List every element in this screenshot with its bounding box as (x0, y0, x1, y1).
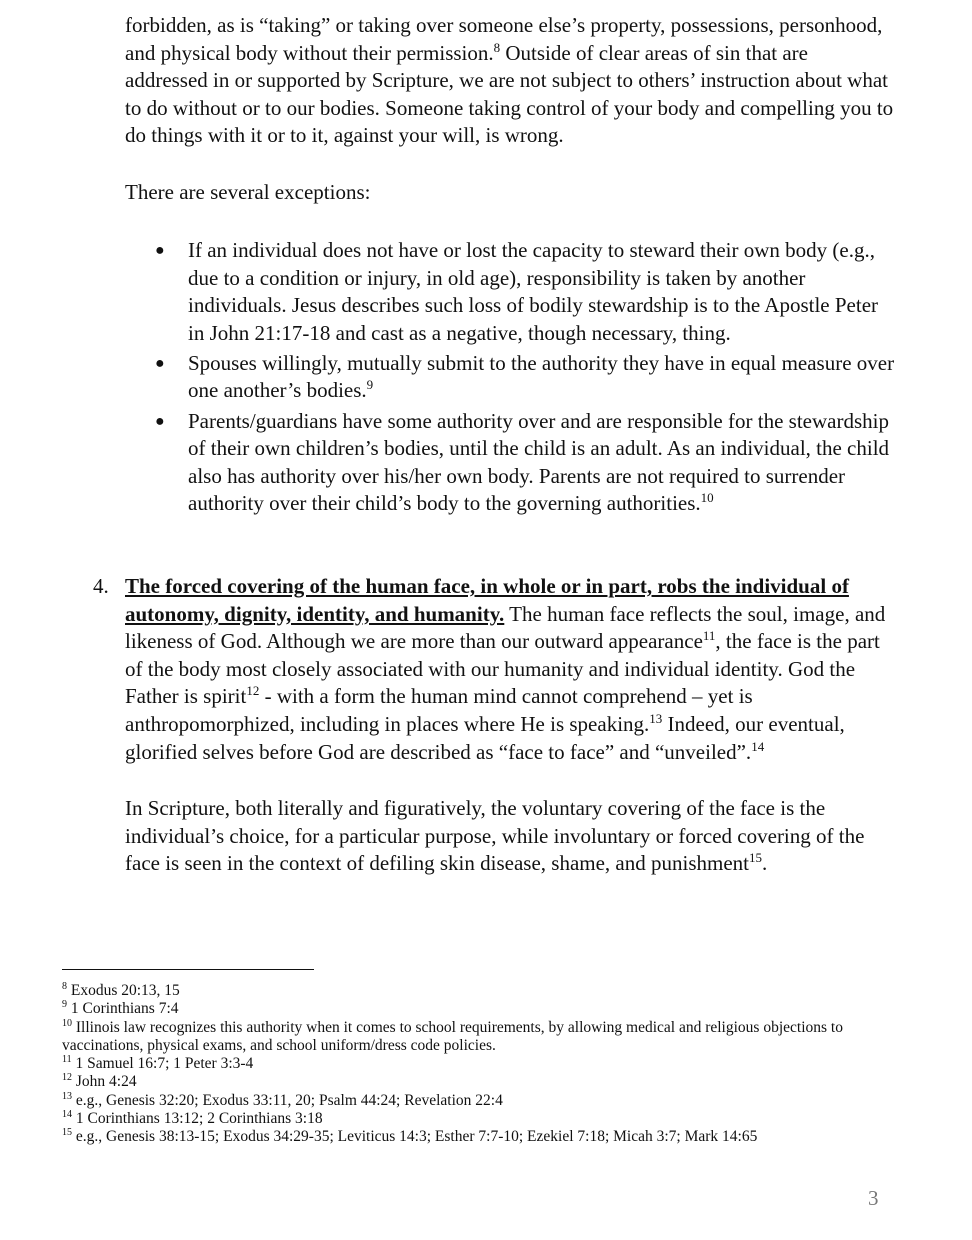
footnotes (62, 982, 892, 1147)
footnote-text: e.g., Genesis 32:20; Exodus 33:11, 20; Psalm 44:24; Revelation 22:4 (72, 1091, 503, 1109)
list-item-text: Parents/guardians have some authority over and are responsible for the stewardship of their own children’s bodies, until the child is an adult. As an individual, the child also has authority over his/her own body. Parents are not required to surrender authority over their child’s body to the governing authorities. (188, 408, 890, 516)
footnote-11 (62, 1055, 892, 1073)
bullet-icon: ● (155, 242, 165, 259)
list-item-text: If an individual does not have or lost the capacity to steward their own body (e.g., due to a condition or injury, in old age), responsibility is taken by another individuals. Jesus describes such loss of bodily stewardship is to the Apostle Peter in John 21:17-18 and cast as a negative, though necessary, thing. (188, 238, 879, 345)
footnote-text: 1 Corinthians 7:4 (67, 1000, 179, 1018)
paragraph-continuation (125, 12, 895, 150)
footnote-text: Illinois law recognizes this authority when it comes to school requirements, by allowing medical and religious objections to vaccinations, physical exams, and school uniform/dress code policies. (62, 1018, 843, 1054)
footnote-9 (62, 1000, 892, 1018)
footnote-ref-9[interactable]: 9 (366, 377, 374, 393)
footnote-ref-11[interactable]: 11 (702, 628, 716, 644)
exceptions-intro: There are several exceptions: (125, 180, 371, 204)
footnote-15 (62, 1128, 892, 1146)
list-item-text: Spouses willingly, mutually submit to the authority they have in equal measure over one another’s bodies. (188, 350, 895, 403)
footnote-12 (62, 1073, 892, 1091)
paragraph-end: . (762, 851, 768, 876)
footnote-ref-14[interactable]: 14 (751, 738, 765, 754)
footnote-ref-8[interactable]: 8 (493, 39, 501, 55)
point-heading: The forced covering of the human face, in whole or in part, robs the individual of autonomy, dignity, identity, and humanity. (125, 574, 849, 626)
paragraph-text: In Scripture, both literally and figuratively, the voluntary covering of the face is the individual’s choice, for a particular purpose, while involuntary or forced covering of the face is seen in the context of defiling skin disease, shame, and punishment (125, 796, 865, 876)
footnote-number: 15 (62, 1127, 72, 1139)
paragraph-text: The human face reflects the soul, image, and likeness of God. Although we are more than our outward appearance (125, 601, 886, 654)
page-number: 3 (868, 1186, 879, 1210)
footnote-text: 1 Samuel 16:7; 1 Peter 3:3-4 (71, 1055, 254, 1073)
paragraph-text: Indeed, our eventual, glorified selves before God are described as “face to face” and “unveiled”. (125, 711, 845, 764)
footnote-10 (62, 1019, 892, 1056)
footnote-8 (62, 982, 892, 1000)
footnote-14 (62, 1110, 892, 1128)
list-item (125, 408, 895, 518)
footnote-text: Exodus 20:13, 15 (67, 982, 180, 999)
numbered-point-4 (90, 573, 895, 766)
list-item (125, 350, 895, 405)
paragraph-text: , the face is the part of the body most closely associated with our humanity and individual identity. God the Father is spirit (125, 629, 880, 709)
exceptions-list (125, 237, 895, 520)
footnote-number: 11 (62, 1054, 72, 1066)
footnote-divider (62, 969, 314, 970)
footnote-ref-12[interactable]: 12 (246, 683, 260, 699)
paragraph-text: - with a form the human mind cannot comprehend – yet is anthropomorphized, including in places where He is speaking. (125, 684, 753, 736)
list-number: 4. (93, 574, 109, 598)
footnote-number: 9 (62, 999, 67, 1011)
footnote-number: 10 (62, 1017, 72, 1029)
bullet-icon: ● (155, 354, 165, 372)
footnote-ref-15[interactable]: 15 (749, 850, 763, 866)
paragraph-text: Outside of clear areas of sin that are addressed in or supported by Scripture, we are not subject to others’ instruction about what to do without or to our bodies. Someone taking control of your body and compelling you to do things with it or to it, against your will, is wrong. (125, 40, 894, 148)
footnote-text: e.g., Genesis 38:13-15; Exodus 34:29-35; Leviticus 14:3; Esther 7:7-10; Ezekiel 7:18; Micah 3:7; Mark 14:65 (72, 1128, 758, 1146)
footnote-ref-13[interactable]: 13 (649, 710, 663, 726)
footnote-number: 13 (62, 1090, 72, 1102)
footnote-number: 12 (62, 1072, 72, 1084)
paragraph-text: forbidden, as is “taking” or taking over someone else’s property, possessions, personhood, and physical body without their permission. (125, 13, 883, 65)
footnote-13 (62, 1092, 892, 1110)
footnote-text: John 4:24 (72, 1073, 137, 1091)
footnote-number: 8 (62, 980, 67, 992)
footnote-ref-10[interactable]: 10 (700, 490, 714, 506)
bullet-icon: ● (155, 412, 165, 430)
numbered-point-content (125, 573, 895, 766)
list-item (125, 237, 895, 347)
scripture-paragraph (125, 795, 895, 878)
footnote-number: 14 (62, 1108, 72, 1120)
footnote-text: 1 Corinthians 13:12; 2 Corinthians 3:18 (72, 1110, 323, 1128)
